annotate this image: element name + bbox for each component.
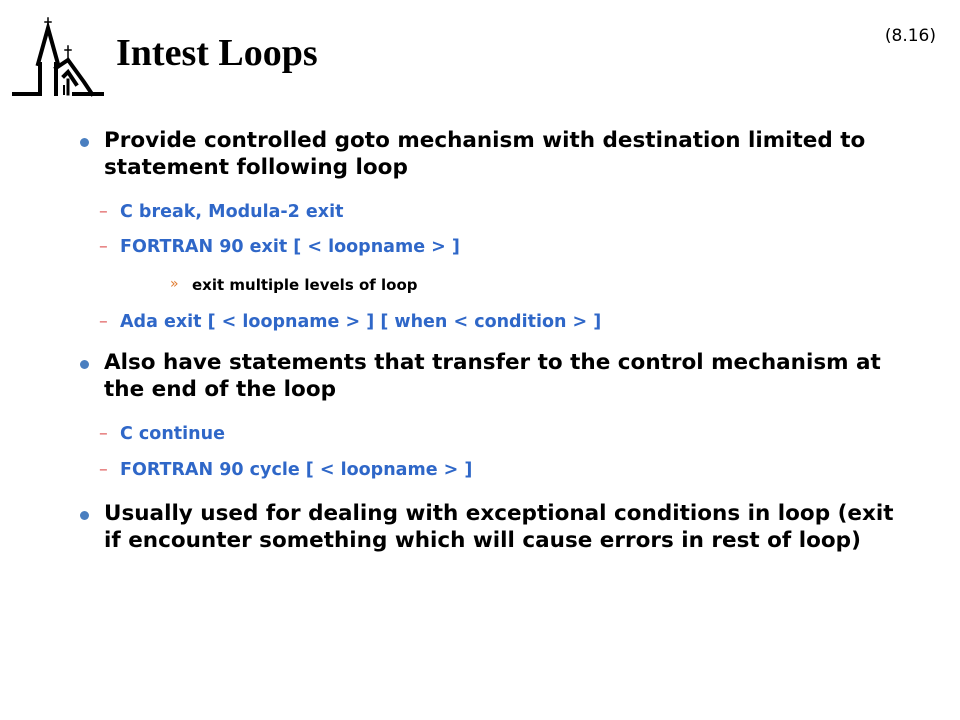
sub-bullet-text: Ada exit [ < loopname > ] [ when < condition > ]	[120, 312, 602, 332]
raquo-icon: »	[170, 276, 179, 292]
sub-bullet-text: C continue	[120, 424, 225, 444]
sub-bullet-text: C break, Modula-2 exit	[120, 202, 344, 222]
bullet-item	[104, 500, 904, 554]
slide-number: (8.16)	[884, 26, 936, 46]
sub-bullet-item	[99, 459, 473, 481]
slide-title: Intest Loops	[116, 32, 318, 74]
bullet-item	[104, 127, 904, 181]
bullet-text: Usually used for dealing with exceptional conditions in loop (exit if encounter something which will cause errors in rest of loop)	[104, 501, 894, 553]
sub-bullet-text: FORTRAN 90 cycle [ < loopname > ]	[120, 460, 473, 480]
dash-icon: –	[99, 460, 108, 480]
dash-icon: –	[99, 424, 108, 444]
sub-bullet-item	[99, 201, 344, 223]
dash-icon: –	[99, 202, 108, 222]
dash-icon: –	[99, 237, 108, 257]
sub-sub-bullet-item	[170, 275, 418, 295]
bullet-text: Also have statements that transfer to the control mechanism at the end of the loop	[104, 350, 881, 402]
sub-bullet-item	[99, 423, 225, 445]
sub-sub-bullet-text: exit multiple levels of loop	[192, 276, 418, 294]
bullet-dot-icon	[80, 360, 89, 369]
dash-icon: –	[99, 312, 108, 332]
bullet-dot-icon	[80, 511, 89, 520]
bullet-dot-icon	[80, 138, 89, 147]
bullet-item	[104, 349, 904, 403]
sub-bullet-item	[99, 311, 602, 333]
bullet-text: Provide controlled goto mechanism with destination limited to statement following loop	[104, 128, 866, 180]
sub-bullet-item	[99, 236, 460, 258]
sub-bullet-text: FORTRAN 90 exit [ < loopname > ]	[120, 237, 460, 257]
